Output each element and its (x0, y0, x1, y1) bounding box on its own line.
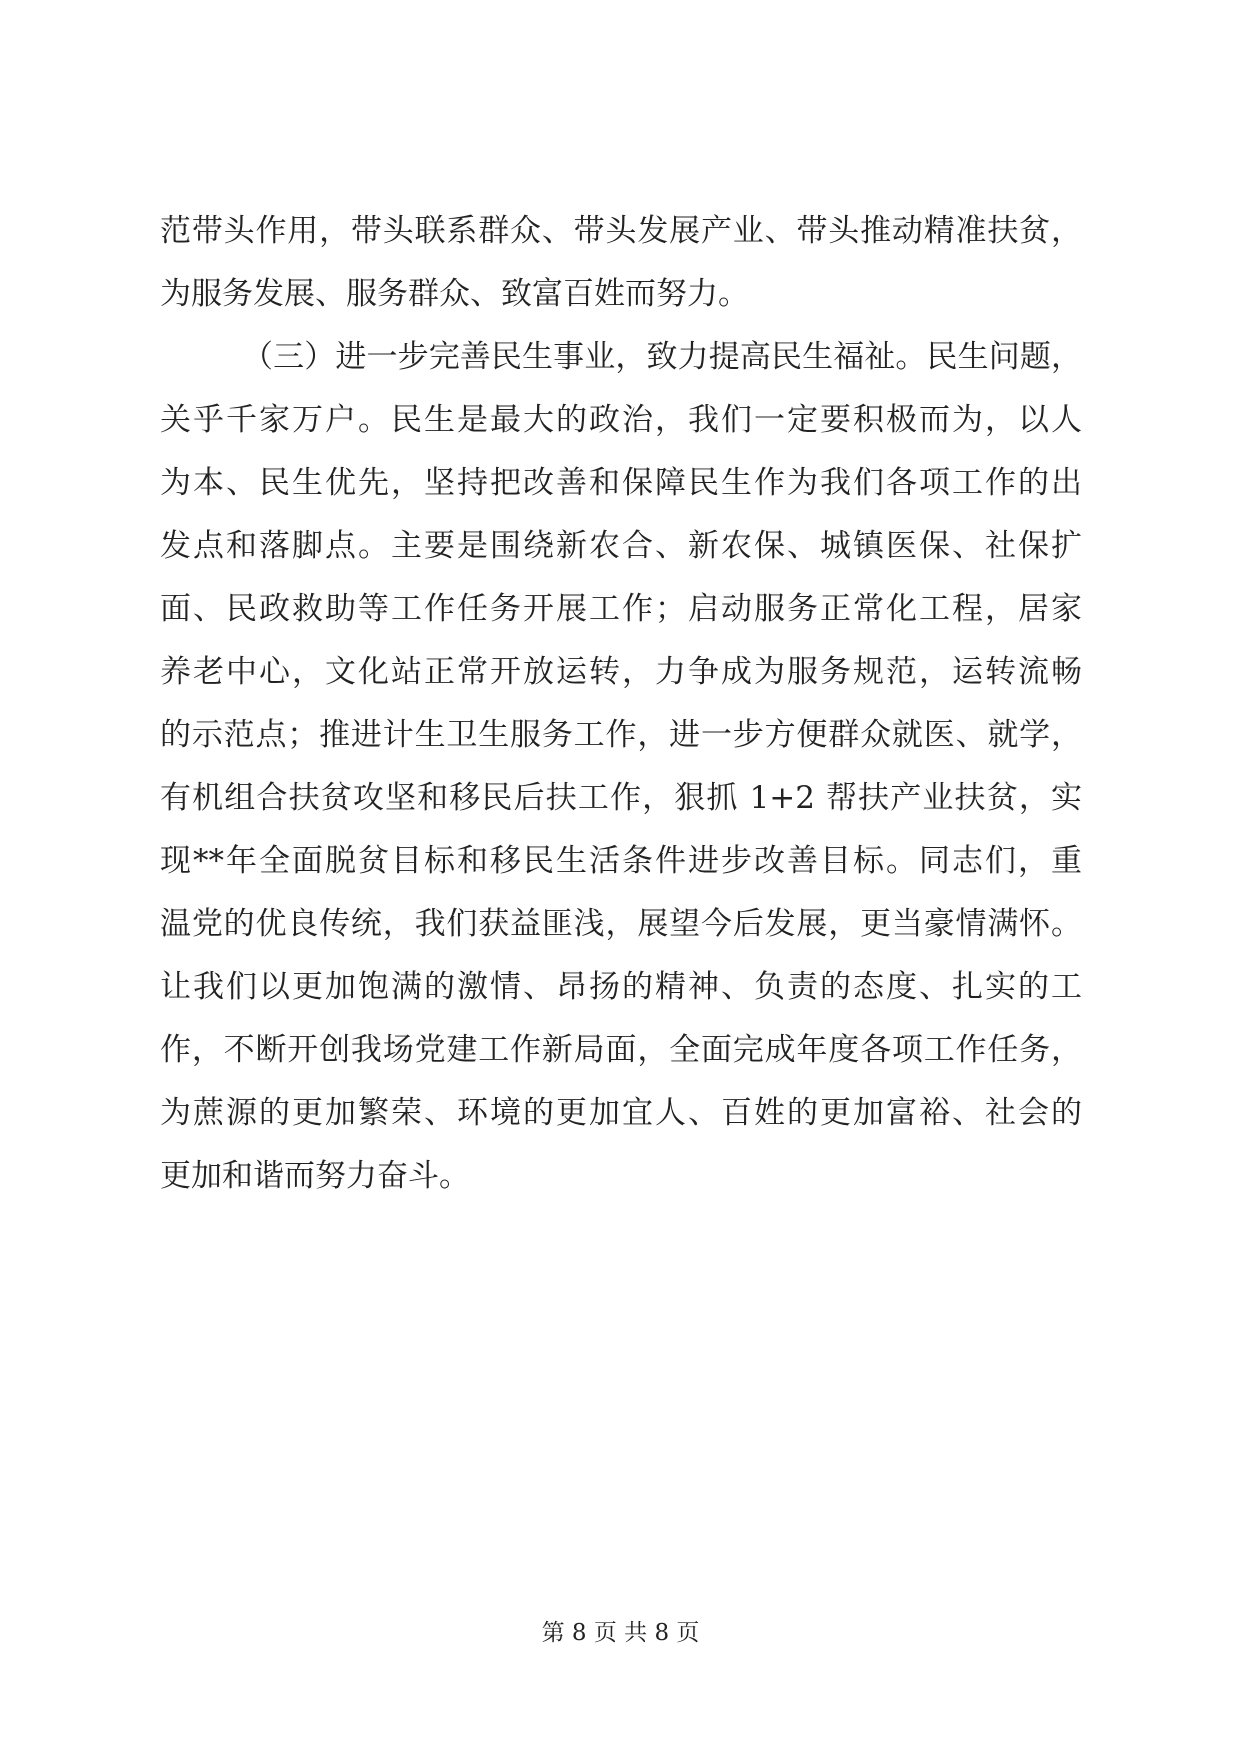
paragraph-section-three (160, 326, 1082, 1208)
text-line: 面、民政救助等工作任务开展工作；启动服务正常化工程，居家 (160, 591, 1082, 627)
text-line: 为服务发展、服务群众、致富百姓而努力。 (160, 276, 749, 312)
text-line: 作，不断开创我场党建工作新局面，全面完成年度各项工作任务， (160, 1032, 1082, 1068)
paragraph-continuation (160, 200, 1082, 326)
text-line: 养老中心，文化站正常开放运转，力争成为服务规范，运转流畅 (160, 654, 1082, 690)
text-line: 关乎千家万户。民生是最大的政治，我们一定要积极而为，以人 (160, 402, 1082, 438)
section-heading-line: （三）进一步完善民生事业，致力提高民生福祉。民生问题， (242, 339, 1082, 375)
text-line: 的示范点；推进计生卫生服务工作，进一步方便群众就医、就学， (160, 717, 1082, 753)
text-line: 让我们以更加饱满的激情、昂扬的精神、负责的态度、扎实的工 (160, 969, 1082, 1005)
text-line: 有机组合扶贫攻坚和移民后扶工作，狠抓 1+2 帮扶产业扶贫，实 (160, 780, 1082, 816)
document-body (160, 200, 1082, 1208)
text-line: 更加和谐而努力奋斗。 (160, 1158, 470, 1194)
text-line: 发点和落脚点。主要是围绕新农合、新农保、城镇医保、社保扩 (160, 528, 1082, 564)
text-line: 为本、民生优先，坚持把改善和保障民生作为我们各项工作的出 (160, 465, 1082, 501)
text-line: 温党的优良传统，我们获益匪浅，展望今后发展，更当豪情满怀。 (160, 906, 1082, 942)
text-line: 为蔗源的更加繁荣、环境的更加宜人、百姓的更加富裕、社会的 (160, 1095, 1082, 1131)
page-number-footer: 第 8 页 共 8 页 (541, 1620, 700, 1646)
text-line: 现**年全面脱贫目标和移民生活条件进步改善目标。同志们，重 (160, 843, 1082, 879)
text-line: 范带头作用，带头联系群众、带头发展产业、带头推动精准扶贫， (160, 213, 1082, 249)
